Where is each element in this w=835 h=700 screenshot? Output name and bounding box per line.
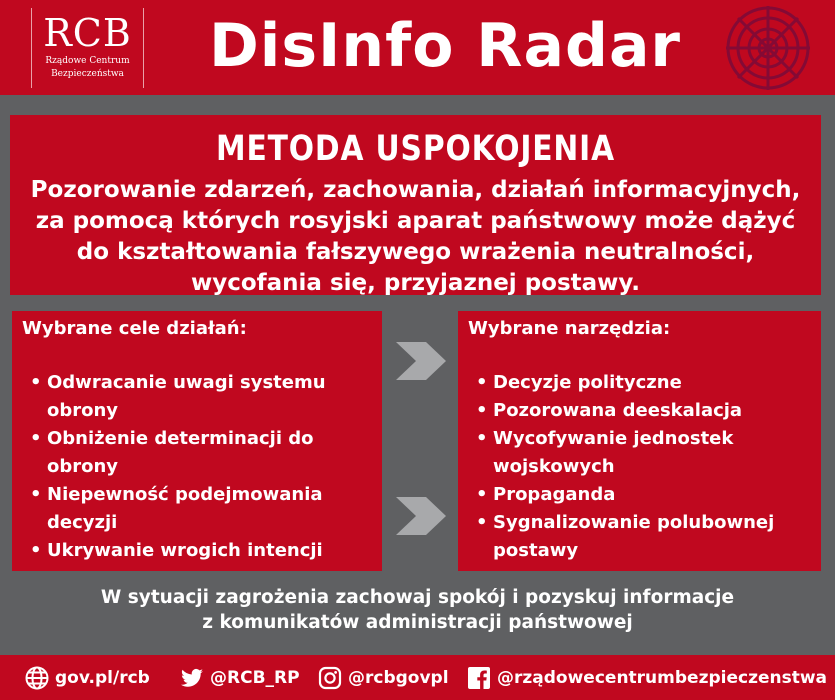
logo-subtitle-line1: Rządowe Centrum <box>45 56 130 66</box>
list-item: • Decyzje polityczne <box>476 369 821 397</box>
facebook-link-text: @rządowecentrumbezpieczenstwa <box>497 668 828 688</box>
list-item: • Pozorowana deeskalacja <box>476 397 821 425</box>
instagram-link[interactable] <box>318 666 449 690</box>
instagram-link-text: @rcbgovpl <box>348 668 449 688</box>
goals-heading: Wybrane cele działań: <box>22 318 247 339</box>
facebook-link[interactable] <box>467 666 827 690</box>
chevron-right-icon <box>390 340 448 382</box>
list-item: • Wycofywanie jednostek wojskowych <box>476 425 821 481</box>
list-item: • Propaganda <box>476 481 821 509</box>
globe-icon <box>25 666 49 690</box>
advice-message <box>0 585 835 635</box>
list-item: • Niepewność podejmowania decyzji <box>30 481 382 537</box>
web-link[interactable] <box>25 666 150 690</box>
list-item: • Obniżenie determinacji do obrony <box>30 425 382 481</box>
header-banner <box>0 0 835 95</box>
page-title: DisInfo Radar <box>208 11 682 81</box>
tools-heading: Wybrane narzędzia: <box>468 318 671 339</box>
instagram-icon <box>318 666 342 690</box>
advice-line2: z komunikatów administracji państwowej <box>202 612 633 633</box>
tools-panel <box>458 311 821 571</box>
goals-list <box>12 369 382 565</box>
radar-icon <box>718 5 818 91</box>
list-item: • Ukrywanie wrogich intencji <box>30 537 382 565</box>
twitter-icon <box>180 666 204 690</box>
chevron-right-icon <box>390 495 448 537</box>
social-bar <box>0 655 835 700</box>
advice-line1: W sytuacji zagrożenia zachowaj spokój i pozyskuj informacje <box>100 587 735 608</box>
method-title: METODA USPOKOJENIA <box>216 129 615 169</box>
web-link-text: gov.pl/rcb <box>55 668 150 688</box>
method-description: Pozorowanie zdarzeń, zachowania, działań informacyjnych, za pomocą których rosyjski aparat państwowy może dążyć do kształtowania fałszywego wrażenia neutralności, wycofania się, przyjaznej postawy. <box>30 177 801 296</box>
rcb-logo <box>31 8 144 88</box>
list-item: • Odwracanie uwagi systemu obrony <box>30 369 382 425</box>
twitter-link-text: @RCB_RP <box>210 668 300 688</box>
tools-list <box>458 369 821 565</box>
logo-mark: RCB <box>43 11 132 55</box>
method-box <box>10 115 821 295</box>
goals-panel <box>12 311 382 571</box>
logo-subtitle-line2: Bezpieczeństwa <box>51 69 124 79</box>
twitter-link[interactable] <box>180 666 300 690</box>
facebook-icon <box>467 666 491 690</box>
list-item: • Sygnalizowanie polubownej postawy <box>476 509 821 565</box>
